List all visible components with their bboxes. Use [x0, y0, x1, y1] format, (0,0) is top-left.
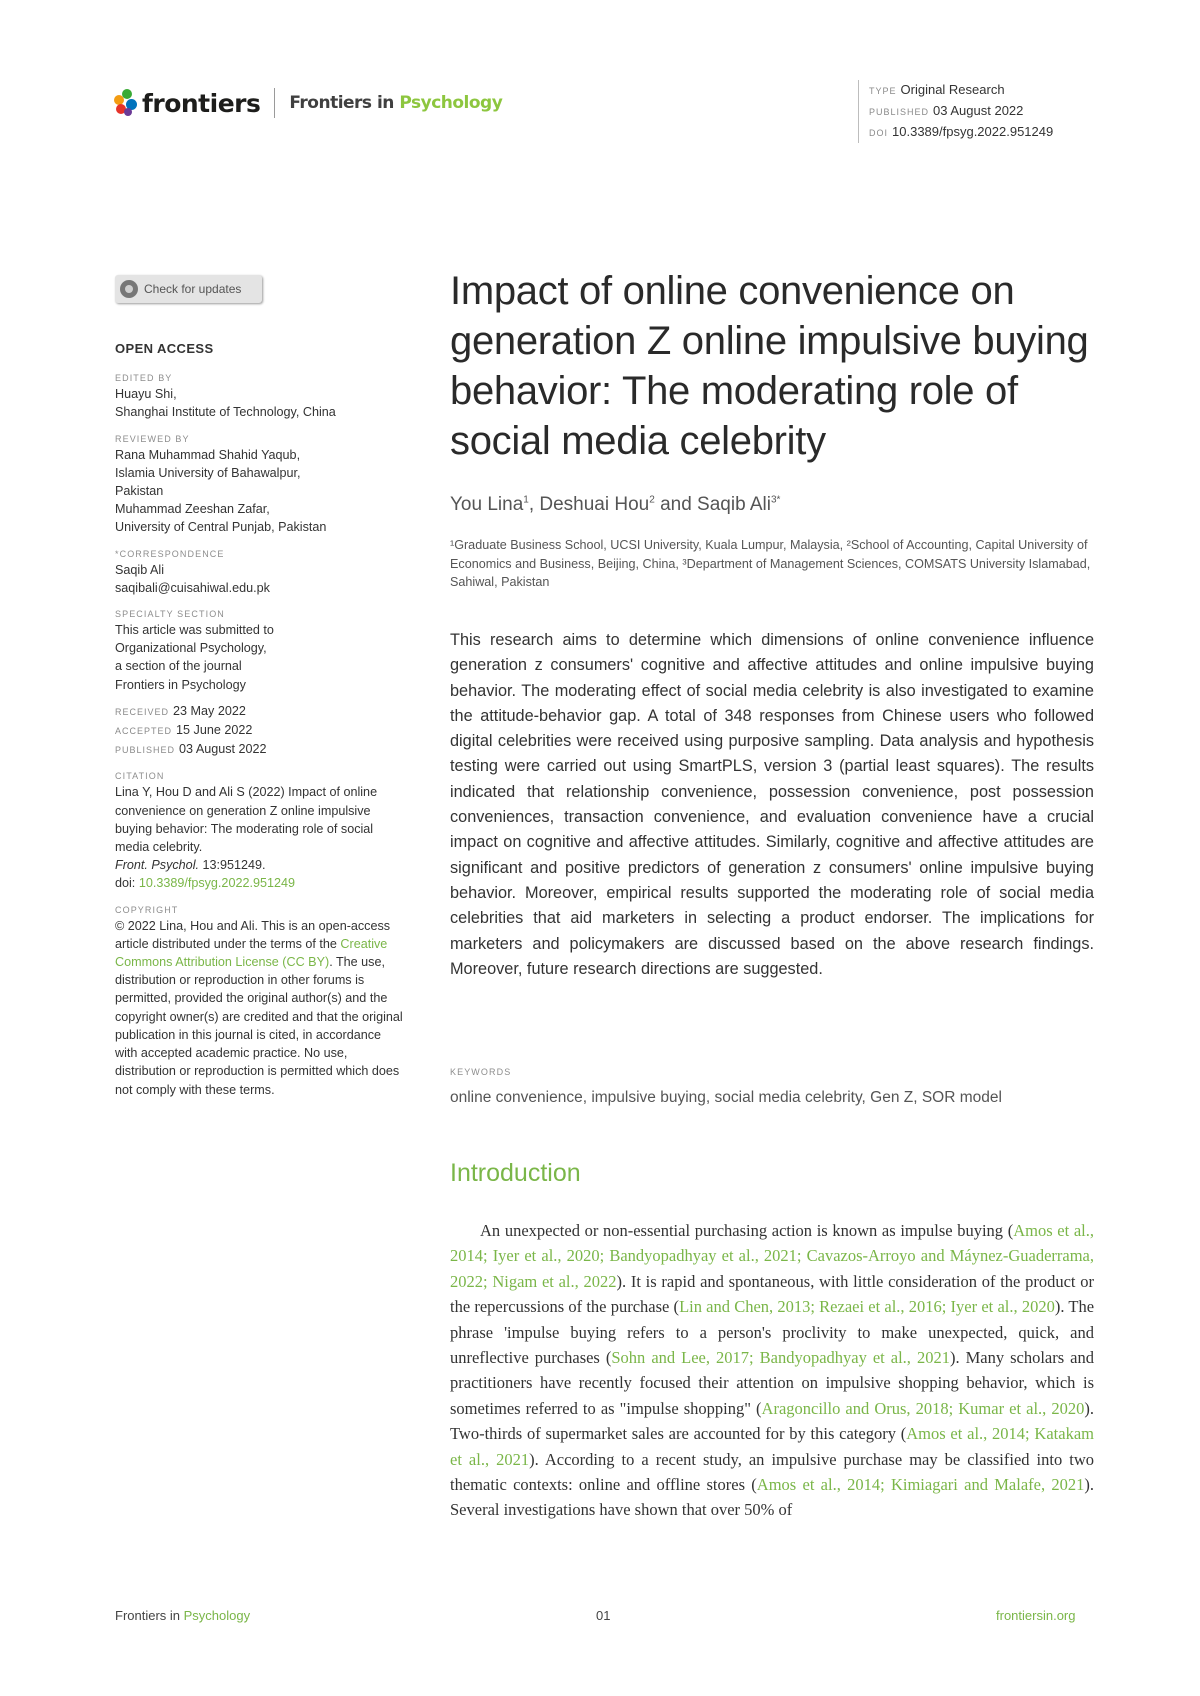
intro-text: ). The phrase 'impulse buying refers to a person's proclivity to make unexpected, quick, and unreflective purchases (	[450, 1297, 1095, 1368]
footer-journal-subject: Psychology	[183, 1608, 251, 1623]
citation-volume: 13:951249.	[199, 858, 266, 873]
logo-divider	[274, 88, 275, 118]
specialty-section-label: SPECIALTY SECTION	[115, 609, 225, 620]
sidebar	[115, 340, 405, 1099]
citation-journal: Front. Psychol.	[115, 858, 199, 873]
intro-text: ). Several investigations have shown that over 50% of	[450, 1475, 1094, 1520]
keywords-label: KEYWORDS	[450, 1067, 512, 1077]
section-heading-introduction: Introduction	[450, 1159, 581, 1187]
doi-label: DOI	[869, 128, 889, 138]
check-updates-label: Check for updates	[144, 282, 242, 296]
page-number: 01	[596, 1608, 611, 1623]
copyright-post: . The use, distribution or reproduction in other forums is permitted, provided the original author(s) and the copyright owner(s) are credited and that the original publication in this journal is cited, in accordance with accepted academic practice. No use, distribution or reproduction is permitted which does not comply with these terms.	[115, 955, 403, 1097]
accepted-label: ACCEPTED	[115, 726, 173, 737]
sidebar-published-value: 03 August 2022	[179, 742, 267, 757]
received-value: 23 May 2022	[173, 703, 246, 718]
abstract: This research aims to determine which dimensions of online convenience influence generation z consumers' cognitive and affective attitudes and online impulsive buying behavior. The moderating effect of social media celebrity is also investigated to examine the attitude-behavior gap. A total of 348 responses from Chinese users who followed digital celebrities were received using purposive sampling. Data analysis and hypothesis testing were carried out using SmartPLS, version 3 (partial least squares). The results indicated that relationship convenience, possession convenience, post possession conveniences, transaction convenience, and evaluation convenience have a crucial impact on cognitive and affective attitudes. Similarly, cognitive and affective attitudes are significant and positive predictors of generation z consumers' online impulsive buying behavior. Moreover, empirical results supported the moderating role of social media celebrities that aid marketers in selecting a product endorser. The implications for marketers and policymakers are discussed based on the above research findings. Moreover, future research directions are suggested.	[450, 631, 1094, 978]
specialty-section: This article was submitted to Organizational Psychology, a section of the journal Frontiers in Psychology	[115, 623, 274, 692]
frontiers-logo[interactable]	[114, 88, 502, 118]
author-name[interactable]: You Lina	[450, 494, 524, 515]
article-title: Impact of online convenience on generation Z online impulsive buying behavior: The moderating role of social media celebrity	[450, 269, 1089, 463]
cc-by-license-link[interactable]: Creative Commons Attribution License (CC BY)	[115, 936, 388, 970]
intro-text: ). Many scholars and practitioners have recently focused their attention on impulsive shopping behavior, which is sometimes referred to as "impulse shopping" (	[450, 1348, 1094, 1418]
citation-link[interactable]: Amos et al., 2014; Iyer et al., 2020; Bandyopadhyay et al., 2021; Cavazos-Arroyo and Máynez-Guaderrama, 2022; Nigam et al., 2022	[450, 1221, 1094, 1291]
published-value: 03 August 2022	[933, 103, 1024, 118]
correspondence-label: *CORRESPONDENCE	[115, 548, 225, 559]
intro-text: ). Two-thirds of supermarket sales are accounted for by this category (	[450, 1398, 1094, 1444]
footer-journal-prefix: Frontiers in	[115, 1608, 184, 1623]
intro-text: ). It is rapid and spontaneous, with little consideration of the product or the repercussions of the purchase (	[450, 1271, 1094, 1317]
accepted-value: 15 June 2022	[176, 723, 253, 738]
citation-link[interactable]: Sohn and Lee, 2017; Bandyopadhyay et al., 2021	[611, 1348, 950, 1368]
copyright-text	[115, 917, 405, 1099]
author-name[interactable]: , Deshuai Hou	[528, 494, 650, 515]
published-date	[115, 740, 405, 759]
check-updates-icon	[120, 280, 138, 298]
received-label: RECEIVED	[115, 706, 170, 717]
copyright-pre: © 2022 Lina, Hou and Ali. This is an open-access article distributed under the terms of the	[115, 918, 391, 951]
received-date	[115, 702, 405, 721]
type-label: TYPE	[869, 86, 897, 96]
introduction-paragraph	[450, 1218, 1094, 1523]
journal-prefix: Frontiers in	[289, 93, 394, 113]
citation-text: Lina Y, Hou D and Ali S (2022) Impact of online convenience on generation Z online impulsive buying behavior: The moderating role of social media celebrity.	[115, 785, 378, 855]
affiliations: ¹Graduate Business School, UCSI University, Kuala Lumpur, Malaysia, ²School of Accounting, Capital University of Economics and Business, Beijing, China, ³Department of Management Sciences, COMSATS University Islamabad, Sahiwal, Pakistan	[450, 538, 1091, 589]
citation-link[interactable]: Amos et al., 2014; Kimiagari and Malafe, 2021	[756, 1475, 1085, 1495]
journal-subject: Psychology	[399, 93, 503, 113]
doi-value[interactable]: 10.3389/fpsyg.2022.951249	[892, 124, 1054, 139]
citation-link[interactable]: Aragoncillo and Orus, 2018; Kumar et al., 2020	[761, 1398, 1085, 1418]
author-list	[450, 494, 780, 516]
reviewed-by: Rana Muhammad Shahid Yaqub, Islamia University of Bahawalpur, Pakistan Muhammad Zeeshan Zafar, University of Central Punjab, Pakistan	[115, 447, 327, 535]
edited-by: Huayu Shi, Shanghai Institute of Technology, China	[115, 387, 336, 420]
copyright-label: COPYRIGHT	[115, 904, 179, 915]
footer-site-link[interactable]: frontiersin.org	[996, 1608, 1076, 1623]
published-label: PUBLISHED	[869, 107, 930, 117]
citation-label: CITATION	[115, 771, 165, 782]
footer-journal	[115, 1608, 250, 1623]
citation-link[interactable]: Lin and Chen, 2013; Rezaei et al., 2016; Iyer et al., 2020	[679, 1297, 1055, 1317]
frontiers-logo-icon	[114, 89, 138, 117]
author-affil-sup: 1	[523, 494, 529, 506]
logo-wordmark: frontiers	[142, 88, 261, 118]
citation-link[interactable]: Amos et al., 2014; Katakam et al., 2021	[450, 1424, 1094, 1469]
citation-doi-link[interactable]: 10.3389/fpsyg.2022.951249	[138, 876, 295, 891]
article-meta	[858, 80, 1053, 143]
keywords: online convenience, impulsive buying, social media celebrity, Gen Z, SOR model	[450, 1089, 1002, 1106]
accepted-date	[115, 721, 405, 740]
check-for-updates-button[interactable]	[115, 275, 262, 303]
type-value: Original Research	[900, 82, 1005, 97]
citation-doi-prefix: doi:	[115, 876, 139, 891]
journal-name[interactable]	[289, 93, 502, 113]
author-affil-sup: 2	[649, 494, 655, 506]
correspondence[interactable]: Saqib Ali saqibali@cuisahiwal.edu.pk	[115, 562, 270, 595]
reviewed-by-label: REVIEWED BY	[115, 433, 190, 444]
intro-text: An unexpected or non-essential purchasing action is known as impulse buying (	[480, 1221, 1014, 1240]
open-access-label: OPEN ACCESS	[115, 341, 214, 356]
author-name[interactable]: and Saqib Ali	[654, 494, 771, 515]
citation	[115, 783, 405, 892]
author-affil-sup: 3*	[771, 494, 781, 506]
sidebar-published-label: PUBLISHED	[115, 745, 176, 756]
intro-text: ). According to a recent study, an impulsive purchase may be classified into two thematic contexts: online and offline stores (	[450, 1449, 1094, 1495]
edited-by-label: EDITED BY	[115, 373, 173, 384]
